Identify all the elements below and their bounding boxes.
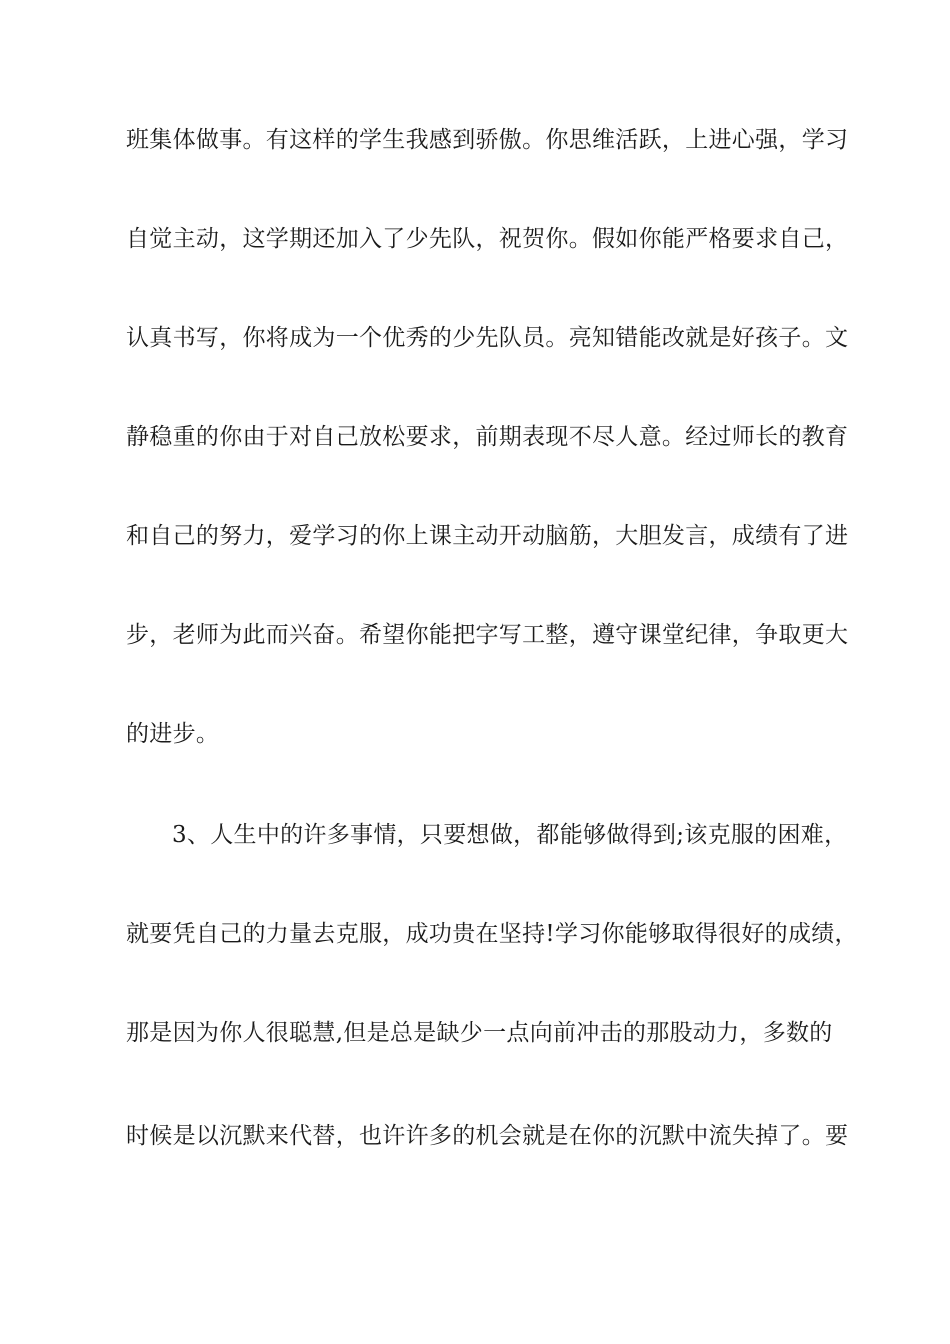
text-line: 和自己的努力，爱学习的你上课主动开动脑筋，大胆发言，成绩有了进 [126,523,849,549]
text-line: 的进步。 [126,721,220,747]
text-line: 时候是以沉默来代替，也许许多的机会就是在你的沉默中流失掉了。要 [126,1123,849,1149]
text-line: 就要凭自己的力量去克服，成功贵在坚持!学习你能够取得很好的成绩， [126,921,858,947]
text-line: 班集体做事。有这样的学生我感到骄傲。你思维活跃，上进心强，学习 [126,127,849,153]
text-line: 静稳重的你由于对自己放松要求，前期表现不尽人意。经过师长的教育 [126,424,849,450]
text-line: 那是因为你人很聪慧,但是总是缺少一点向前冲击的那股动力，多数的 [126,1020,833,1046]
text-line: 自觉主动，这学期还加入了少先队，祝贺你。假如你能严格要求自己， [126,226,849,252]
text-line: 认真书写，你将成为一个优秀的少先队员。亮知错能改就是好孩子。文 [126,325,849,351]
text-line: 3、人生中的许多事情，只要想做，都能够做得到;该克服的困难， [172,822,848,848]
text-line: 步，老师为此而兴奋。希望你能把字写工整，遵守课堂纪律，争取更大 [126,622,849,648]
